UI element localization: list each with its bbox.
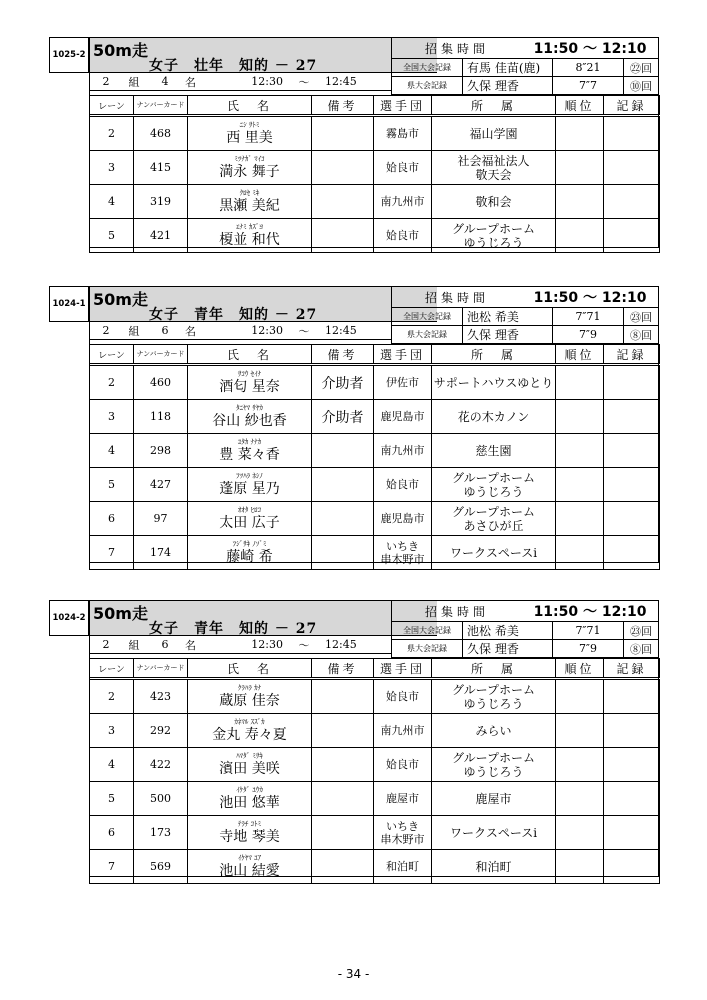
national-record-count: ㉓回 <box>630 310 652 324</box>
header-rank: 順位 <box>556 96 604 116</box>
rank-cell[interactable] <box>556 219 604 253</box>
affiliation-cell: ワークスペースi <box>432 816 556 850</box>
table-row <box>90 714 660 748</box>
card-cell: 500 <box>134 782 188 816</box>
lane-cell: 4 <box>90 434 134 468</box>
pref-record-count: ⑩回 <box>630 79 652 93</box>
rank-cell[interactable] <box>556 400 604 434</box>
athlete-name: 満永 舞子 <box>219 163 280 180</box>
rank-cell[interactable] <box>556 116 604 151</box>
group-info <box>89 73 391 91</box>
record-cell[interactable] <box>604 434 660 468</box>
pref-record-time: 7″7 <box>553 77 624 94</box>
athlete-name: 池田 悠華 <box>219 794 280 811</box>
lane-cell: 4 <box>90 748 134 782</box>
lane-cell: 2 <box>90 679 134 714</box>
call-time: 11:50 ～ 12:10 <box>533 41 647 57</box>
affiliation-cell: サポートハウスゆとり <box>432 365 556 400</box>
affiliation-cell: 和泊町 <box>432 850 556 884</box>
rank-cell[interactable] <box>556 816 604 850</box>
athlete-name: 蓬原 星乃 <box>219 480 280 497</box>
affiliation-cell: みらい <box>432 714 556 748</box>
header-note: 備考 <box>312 96 374 116</box>
team-cell: いちき 串木野市 <box>374 536 432 570</box>
athlete-name: 豊 菜々香 <box>219 446 280 463</box>
affiliation-cell: グループホーム あさひが丘 <box>432 502 556 536</box>
group-number: 2 <box>102 75 110 88</box>
record-cell[interactable] <box>604 151 660 185</box>
table-row <box>90 850 660 884</box>
table-row <box>90 400 660 434</box>
national-record-time: 7″71 <box>553 308 624 325</box>
note-cell <box>312 502 374 536</box>
pref-record-time: 7″9 <box>553 326 624 343</box>
rank-cell[interactable] <box>556 679 604 714</box>
header-rank: 順位 <box>556 659 604 679</box>
event-category: 女子 壮年 知的 － 27 <box>149 58 318 74</box>
records-box <box>391 622 659 658</box>
name-cell <box>188 185 312 219</box>
header-name: 氏 名 <box>188 659 312 679</box>
athlete-kana: ｲｹﾀﾞ ﾕｳｶ <box>236 785 263 794</box>
record-cell[interactable] <box>604 850 660 884</box>
athlete-kana: ﾌﾂﾊﾗ ﾎｼﾉ <box>236 471 263 480</box>
team-cell: 姶良市 <box>374 748 432 782</box>
team-cell: 鹿児島市 <box>374 400 432 434</box>
time-separator: ～ <box>298 638 310 652</box>
name-cell <box>188 850 312 884</box>
pref-record-label: 県大会記録 <box>392 77 463 94</box>
rank-cell[interactable] <box>556 365 604 400</box>
note-cell <box>312 434 374 468</box>
header-affiliation: 所 属 <box>432 345 556 365</box>
lane-cell: 5 <box>90 782 134 816</box>
team-cell: 南九州市 <box>374 185 432 219</box>
event-title: 50m走 <box>93 604 148 623</box>
card-cell: 173 <box>134 816 188 850</box>
pref-record-count: ⑧回 <box>630 328 652 342</box>
header-note: 備考 <box>312 345 374 365</box>
affiliation-cell: 福山学園 <box>432 116 556 151</box>
note-cell: 介助者 <box>312 365 374 400</box>
team-cell: 南九州市 <box>374 434 432 468</box>
lane-cell: 3 <box>90 714 134 748</box>
event-title: 50m走 <box>93 41 148 60</box>
card-cell: 423 <box>134 679 188 714</box>
pref-record-row <box>391 640 659 658</box>
records-box <box>391 59 659 95</box>
lane-cell: 3 <box>90 151 134 185</box>
title-band <box>89 286 437 322</box>
header-lane: レーン <box>90 659 134 679</box>
header-record: 記録 <box>604 96 660 116</box>
call-time-label: 招集時間 <box>424 41 489 56</box>
time-from: 12:30 <box>251 638 283 651</box>
athlete-name: 池山 結愛 <box>219 862 280 879</box>
affiliation-cell: 花の木カノン <box>432 400 556 434</box>
affiliation-cell: グループホーム ゆうじろう <box>432 468 556 502</box>
athlete-kana: ｻｺｳ ｾｲﾅ <box>237 369 262 378</box>
note-cell <box>312 185 374 219</box>
event-code: 1024-2 <box>49 600 89 636</box>
record-cell[interactable] <box>604 468 660 502</box>
entrant-count-label: 名 <box>185 75 196 89</box>
title-band <box>89 600 437 636</box>
national-record-holder: 池松 希美 <box>463 622 553 639</box>
header-affiliation: 所 属 <box>432 96 556 116</box>
record-cell[interactable] <box>604 679 660 714</box>
card-cell: 118 <box>134 400 188 434</box>
athlete-name: 酒匂 星奈 <box>219 378 280 395</box>
rank-cell[interactable] <box>556 536 604 570</box>
table-header <box>90 96 660 116</box>
athlete-kana: ｵｵﾀ ﾋﾛｺ <box>237 505 262 514</box>
athlete-name: 金丸 寿々夏 <box>212 726 287 743</box>
time-from: 12:30 <box>251 324 283 337</box>
pref-record-row <box>391 326 659 344</box>
table-row <box>90 151 660 185</box>
record-cell[interactable] <box>604 400 660 434</box>
name-cell <box>188 714 312 748</box>
name-cell <box>188 116 312 151</box>
table-row <box>90 748 660 782</box>
pref-record-label: 県大会記録 <box>392 326 463 343</box>
team-cell: 南九州市 <box>374 714 432 748</box>
athlete-kana: ﾌｼﾞｻｷ ﾉｿﾞﾐ <box>232 539 267 548</box>
national-record-label: 全国大会記録 <box>392 622 463 639</box>
card-cell: 97 <box>134 502 188 536</box>
table-row <box>90 365 660 400</box>
athlete-kana: ｶﾈﾏﾙ ｽｽﾞｶ <box>234 717 265 726</box>
record-cell[interactable] <box>604 365 660 400</box>
affiliation-cell: 社会福祉法人 敬天会 <box>432 151 556 185</box>
event-code: 1025-2 <box>49 37 89 73</box>
event-title: 50m走 <box>93 290 148 309</box>
call-time-box <box>391 37 659 59</box>
rank-cell[interactable] <box>556 714 604 748</box>
table-row <box>90 816 660 850</box>
affiliation-cell: 敬和会 <box>432 185 556 219</box>
time-to: 12:45 <box>325 638 357 651</box>
pref-record-row <box>391 77 659 95</box>
national-record-row <box>391 622 659 640</box>
entrant-count: 6 <box>161 324 169 337</box>
header-rank: 順位 <box>556 345 604 365</box>
athlete-kana: ﾊﾏﾀﾞ ﾐｻｷ <box>236 751 263 760</box>
pref-record-time: 7″9 <box>553 640 624 657</box>
header-card: ナンバーカード <box>134 96 188 116</box>
header-card: ナンバーカード <box>134 659 188 679</box>
event-code: 1024-1 <box>49 286 89 322</box>
group-info <box>89 636 391 654</box>
note-cell <box>312 748 374 782</box>
table-row <box>90 116 660 151</box>
entry-table <box>89 95 660 253</box>
entry-table <box>89 344 660 570</box>
time-separator: ～ <box>298 324 310 338</box>
affiliation-cell: 慈生園 <box>432 434 556 468</box>
note-cell <box>312 816 374 850</box>
name-cell <box>188 679 312 714</box>
athlete-name: 濱田 美咲 <box>219 760 280 777</box>
call-time-label: 招集時間 <box>424 604 489 619</box>
table-row <box>90 782 660 816</box>
card-cell: 292 <box>134 714 188 748</box>
athlete-kana: ｲｹﾔﾏ ﾕｱ <box>237 853 262 862</box>
affiliation-cell: グループホーム ゆうじろう <box>432 679 556 714</box>
event-category: 女子 青年 知的 － 27 <box>149 307 318 323</box>
table-row <box>90 679 660 714</box>
name-cell <box>188 748 312 782</box>
card-cell: 415 <box>134 151 188 185</box>
name-cell <box>188 468 312 502</box>
team-cell: 姶良市 <box>374 151 432 185</box>
athlete-name: 蔵原 佳奈 <box>219 692 280 709</box>
athlete-kana: ﾃﾗﾁ ｺﾄﾐ <box>237 819 262 828</box>
record-cell[interactable] <box>604 782 660 816</box>
athlete-kana: ﾐﾂﾅｶﾞ ﾏｲｺ <box>234 154 265 163</box>
record-cell[interactable] <box>604 714 660 748</box>
rank-cell[interactable] <box>556 151 604 185</box>
national-record-label: 全国大会記録 <box>392 59 463 76</box>
name-cell <box>188 151 312 185</box>
time-from: 12:30 <box>251 75 283 88</box>
call-time-box <box>391 600 659 622</box>
header-lane: レーン <box>90 96 134 116</box>
note-cell: 介助者 <box>312 400 374 434</box>
name-cell <box>188 502 312 536</box>
affiliation-cell: ワークスペースi <box>432 536 556 570</box>
note-cell <box>312 536 374 570</box>
athlete-kana: ﾕﾀｶ ﾅﾅｶ <box>237 437 262 446</box>
card-cell: 468 <box>134 116 188 151</box>
lane-cell: 7 <box>90 536 134 570</box>
card-cell: 174 <box>134 536 188 570</box>
card-cell: 319 <box>134 185 188 219</box>
athlete-kana: ｸﾛｾ ﾐｷ <box>239 188 260 197</box>
team-cell: 和泊町 <box>374 850 432 884</box>
pref-record-holder: 久保 理香 <box>463 326 553 343</box>
card-cell: 421 <box>134 219 188 253</box>
event-category: 女子 青年 知的 － 27 <box>149 621 318 637</box>
group-number: 2 <box>102 638 110 651</box>
athlete-name: 黒瀬 美紀 <box>219 197 280 214</box>
national-record-row <box>391 308 659 326</box>
lane-cell: 6 <box>90 502 134 536</box>
lane-cell: 5 <box>90 468 134 502</box>
entrant-count-label: 名 <box>185 638 196 652</box>
note-cell <box>312 782 374 816</box>
athlete-kana: ｸﾗﾊﾗ ｶﾅ <box>237 683 262 692</box>
name-cell <box>188 782 312 816</box>
name-cell <box>188 400 312 434</box>
records-box <box>391 308 659 344</box>
name-cell <box>188 434 312 468</box>
record-cell[interactable] <box>604 219 660 253</box>
header-name: 氏 名 <box>188 96 312 116</box>
lane-cell: 2 <box>90 365 134 400</box>
pref-record-holder: 久保 理香 <box>463 640 553 657</box>
lane-cell: 7 <box>90 850 134 884</box>
pref-record-count: ⑧回 <box>630 642 652 656</box>
record-cell[interactable] <box>604 816 660 850</box>
team-cell: 鹿児島市 <box>374 502 432 536</box>
lane-cell: 3 <box>90 400 134 434</box>
group-label: 組 <box>128 638 140 652</box>
header-name: 氏 名 <box>188 345 312 365</box>
national-record-holder: 池松 希美 <box>463 308 553 325</box>
note-cell <box>312 468 374 502</box>
lane-cell: 4 <box>90 185 134 219</box>
call-time-box <box>391 286 659 308</box>
call-time-label: 招集時間 <box>424 290 489 305</box>
team-cell: 霧島市 <box>374 116 432 151</box>
card-cell: 460 <box>134 365 188 400</box>
name-cell <box>188 365 312 400</box>
header-team: 選手団 <box>374 345 432 365</box>
page-number: - 34 - <box>337 967 370 981</box>
card-cell: 427 <box>134 468 188 502</box>
athlete-name: 西 里美 <box>226 129 273 146</box>
athlete-kana: ｴﾅﾐ ｶｽﾞﾖ <box>236 222 263 231</box>
athlete-name: 谷山 紗也香 <box>212 412 287 429</box>
rank-cell[interactable] <box>556 185 604 219</box>
rank-cell[interactable] <box>556 434 604 468</box>
table-header <box>90 345 660 365</box>
header-team: 選手団 <box>374 659 432 679</box>
affiliation-cell: グループホーム ゆうじろう <box>432 219 556 253</box>
lane-cell: 5 <box>90 219 134 253</box>
athlete-name: 太田 広子 <box>219 514 280 531</box>
rank-cell[interactable] <box>556 782 604 816</box>
entrant-count: 4 <box>161 75 169 88</box>
team-cell: 姶良市 <box>374 679 432 714</box>
record-cell[interactable] <box>604 116 660 151</box>
team-cell: 伊佐市 <box>374 365 432 400</box>
header-affiliation: 所 属 <box>432 659 556 679</box>
lane-cell: 2 <box>90 116 134 151</box>
record-cell[interactable] <box>604 748 660 782</box>
team-cell: 姶良市 <box>374 219 432 253</box>
group-info <box>89 322 391 340</box>
affiliation-cell: 鹿屋市 <box>432 782 556 816</box>
athlete-name: 榎並 和代 <box>219 231 280 248</box>
record-cell[interactable] <box>604 502 660 536</box>
header-card: ナンバーカード <box>134 345 188 365</box>
table-row <box>90 468 660 502</box>
national-record-row <box>391 59 659 77</box>
team-cell: 姶良市 <box>374 468 432 502</box>
header-record: 記録 <box>604 345 660 365</box>
national-record-label: 全国大会記録 <box>392 308 463 325</box>
note-cell <box>312 850 374 884</box>
record-cell[interactable] <box>604 536 660 570</box>
athlete-kana: ﾆｼ ｻﾄﾐ <box>239 120 260 129</box>
pref-record-holder: 久保 理香 <box>463 77 553 94</box>
header-note: 備考 <box>312 659 374 679</box>
note-cell <box>312 219 374 253</box>
pref-record-label: 県大会記録 <box>392 640 463 657</box>
time-separator: ～ <box>298 75 310 89</box>
group-number: 2 <box>102 324 110 337</box>
call-time: 11:50 ～ 12:10 <box>533 290 647 306</box>
time-to: 12:45 <box>325 75 357 88</box>
national-record-time: 7″71 <box>553 622 624 639</box>
table-row <box>90 219 660 253</box>
athlete-kana: ﾀﾆﾔﾏ ｻﾔｶ <box>236 403 263 412</box>
table-row <box>90 502 660 536</box>
note-cell <box>312 151 374 185</box>
athlete-name: 藤崎 希 <box>226 548 273 565</box>
national-record-time: 8″21 <box>553 59 624 76</box>
note-cell <box>312 714 374 748</box>
call-time: 11:50 ～ 12:10 <box>533 604 647 620</box>
time-to: 12:45 <box>325 324 357 337</box>
affiliation-cell: グループホーム ゆうじろう <box>432 748 556 782</box>
header-team: 選手団 <box>374 96 432 116</box>
table-row <box>90 185 660 219</box>
national-record-count: ㉒回 <box>630 61 652 75</box>
header-record: 記録 <box>604 659 660 679</box>
card-cell: 298 <box>134 434 188 468</box>
table-row <box>90 536 660 570</box>
national-record-holder: 有馬 佳苗(鹿) <box>463 59 553 76</box>
note-cell <box>312 679 374 714</box>
title-band <box>89 37 437 73</box>
group-label: 組 <box>128 324 140 338</box>
table-header <box>90 659 660 679</box>
rank-cell[interactable] <box>556 748 604 782</box>
name-cell <box>188 536 312 570</box>
rank-cell[interactable] <box>556 468 604 502</box>
name-cell <box>188 219 312 253</box>
lane-cell: 6 <box>90 816 134 850</box>
entrant-count: 6 <box>161 638 169 651</box>
card-cell: 422 <box>134 748 188 782</box>
name-cell <box>188 816 312 850</box>
table-row <box>90 434 660 468</box>
entrant-count-label: 名 <box>185 324 196 338</box>
entry-table <box>89 658 660 884</box>
athlete-name: 寺地 琴美 <box>219 828 280 845</box>
rank-cell[interactable] <box>556 502 604 536</box>
card-cell: 569 <box>134 850 188 884</box>
rank-cell[interactable] <box>556 850 604 884</box>
note-cell <box>312 116 374 151</box>
header-lane: レーン <box>90 345 134 365</box>
team-cell: いちき 串木野市 <box>374 816 432 850</box>
national-record-count: ㉓回 <box>630 624 652 638</box>
team-cell: 鹿屋市 <box>374 782 432 816</box>
record-cell[interactable] <box>604 185 660 219</box>
group-label: 組 <box>128 75 140 89</box>
